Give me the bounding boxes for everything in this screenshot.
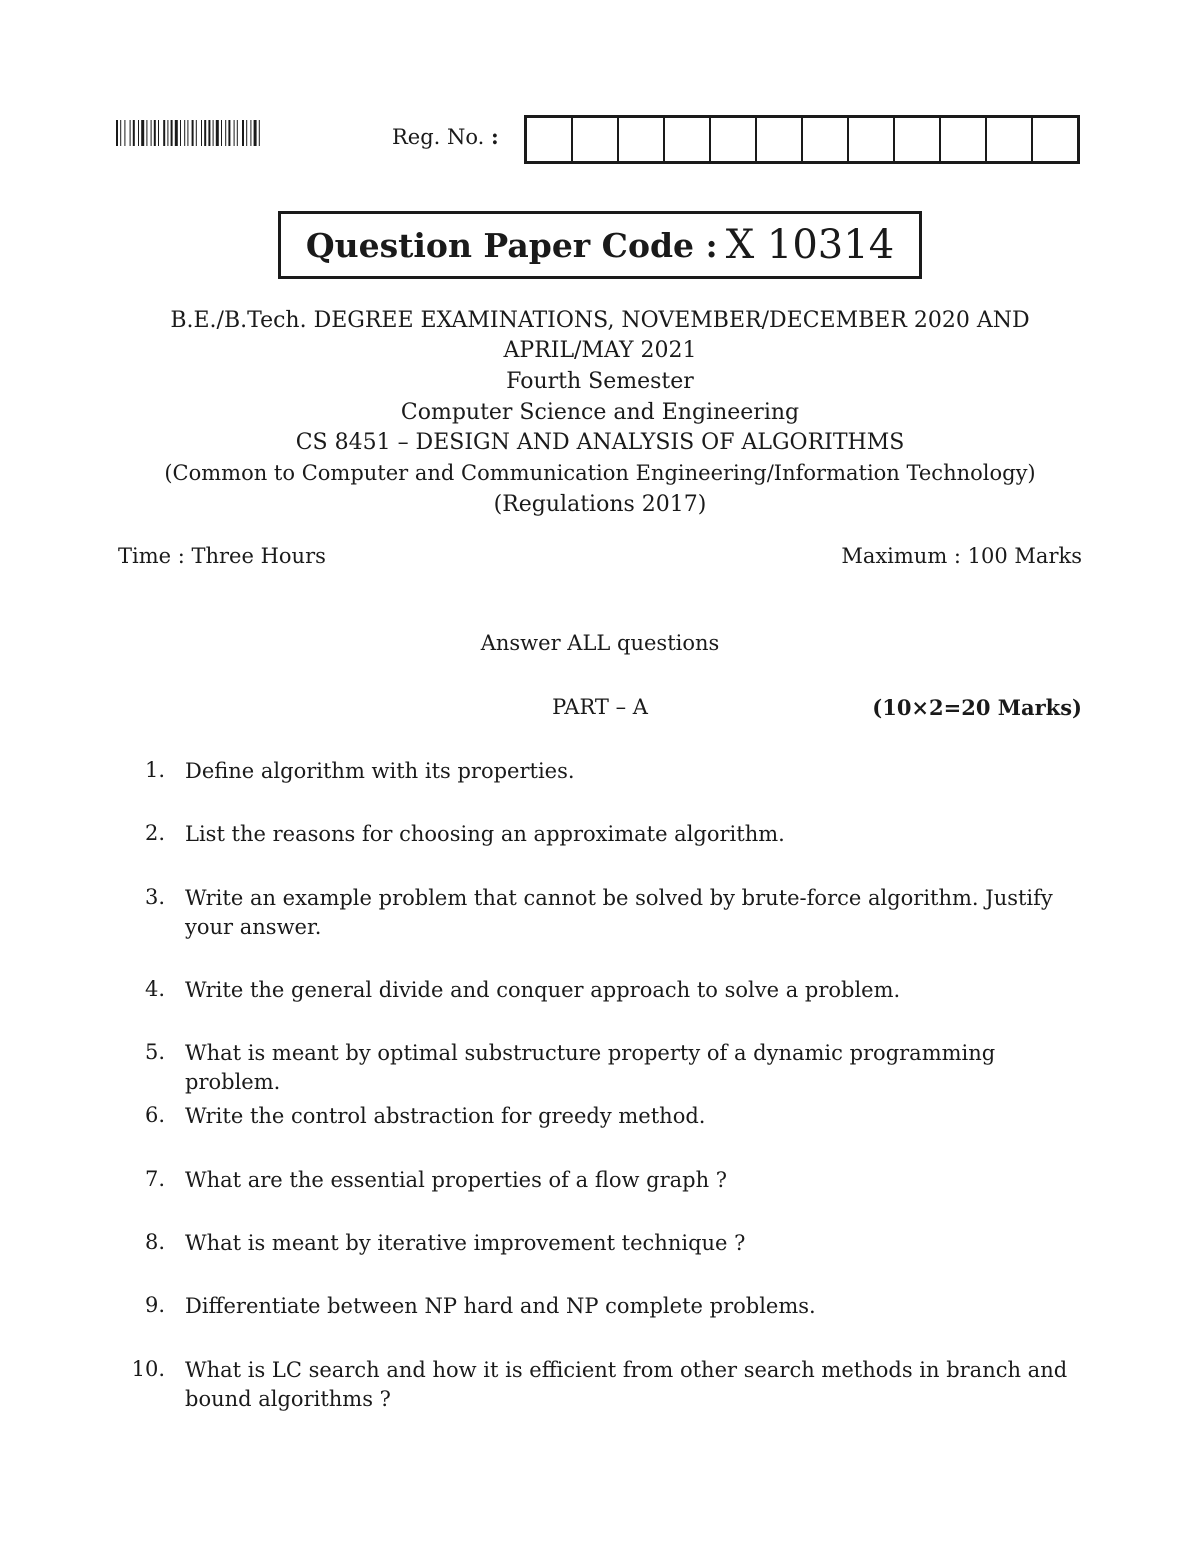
- question-number: 7.: [144, 1167, 165, 1191]
- reg-no-digit-box[interactable]: [527, 118, 571, 161]
- common-to: (Common to Computer and Communication Engineering/Information Technology): [164, 461, 1036, 485]
- question-paper-code-value: X 10314: [725, 222, 895, 268]
- reg-no-colon: :: [491, 124, 499, 149]
- reg-no-digit-box[interactable]: [985, 118, 1031, 161]
- question-number: 8.: [144, 1230, 165, 1254]
- reg-no-digit-box[interactable]: [1031, 118, 1077, 161]
- question-number: 10.: [131, 1357, 165, 1381]
- reg-no-digit-box[interactable]: [571, 118, 617, 161]
- reg-no-digit-box[interactable]: [893, 118, 939, 161]
- time-allowed: Time : Three Hours: [118, 544, 326, 568]
- question-text: Write an example problem that cannot be solved by brute-force algorithm. Justify your answer.: [185, 886, 1053, 939]
- question-number: 1.: [144, 758, 165, 782]
- reg-no-text: Reg. No.: [392, 125, 485, 149]
- reg-no-label: [392, 124, 499, 149]
- question-text: List the reasons for choosing an approximate algorithm.: [185, 822, 785, 846]
- semester: Fourth Semester: [506, 369, 694, 394]
- exam-title-line1: B.E./B.Tech. DEGREE EXAMINATIONS, NOVEMBER/DECEMBER 2020 AND: [170, 308, 1030, 333]
- question-number: 5.: [144, 1040, 165, 1064]
- regulations: (Regulations 2017): [493, 492, 707, 517]
- question-paper-code-box: [278, 211, 922, 279]
- reg-no-digit-box[interactable]: [847, 118, 893, 161]
- reg-no-digit-box[interactable]: [617, 118, 663, 161]
- question-number: 9.: [144, 1293, 165, 1317]
- question-text: What is meant by optimal substructure property of a dynamic programming problem.: [185, 1041, 996, 1094]
- question-text: Write the control abstraction for greedy method.: [185, 1104, 706, 1128]
- question-text: Write the general divide and conquer approach to solve a problem.: [185, 978, 901, 1002]
- question-number: 2.: [144, 821, 165, 845]
- maximum-marks: Maximum : 100 Marks: [841, 544, 1082, 568]
- branch: Computer Science and Engineering: [400, 400, 800, 425]
- question-number: 4.: [144, 977, 165, 1001]
- question-text: What are the essential properties of a flow graph ?: [185, 1168, 728, 1192]
- exam-title-line2: APRIL/MAY 2021: [503, 338, 697, 363]
- question-number: 3.: [144, 885, 165, 909]
- question-text: What is LC search and how it is efficient from other search methods in branch and bound algorithms ?: [185, 1358, 1068, 1411]
- part-title: PART – A: [552, 695, 648, 719]
- barcode: [116, 120, 296, 146]
- question-text: What is meant by iterative improvement technique ?: [185, 1231, 746, 1255]
- reg-no-digit-box[interactable]: [939, 118, 985, 161]
- question-text: Define algorithm with its properties.: [185, 759, 575, 783]
- reg-no-digit-box[interactable]: [663, 118, 709, 161]
- instructions: Answer ALL questions: [480, 631, 720, 655]
- reg-no-digit-box[interactable]: [709, 118, 755, 161]
- question-text: Differentiate between NP hard and NP complete problems.: [185, 1294, 816, 1318]
- part-marks: (10×2=20 Marks): [872, 695, 1082, 720]
- question-paper-code-label: Question Paper Code :: [305, 225, 718, 265]
- reg-no-boxes[interactable]: [524, 115, 1080, 164]
- question-number: 6.: [144, 1103, 165, 1127]
- reg-no-digit-box[interactable]: [801, 118, 847, 161]
- subject: CS 8451 – DESIGN AND ANALYSIS OF ALGORITHMS: [295, 430, 905, 455]
- reg-no-digit-box[interactable]: [755, 118, 801, 161]
